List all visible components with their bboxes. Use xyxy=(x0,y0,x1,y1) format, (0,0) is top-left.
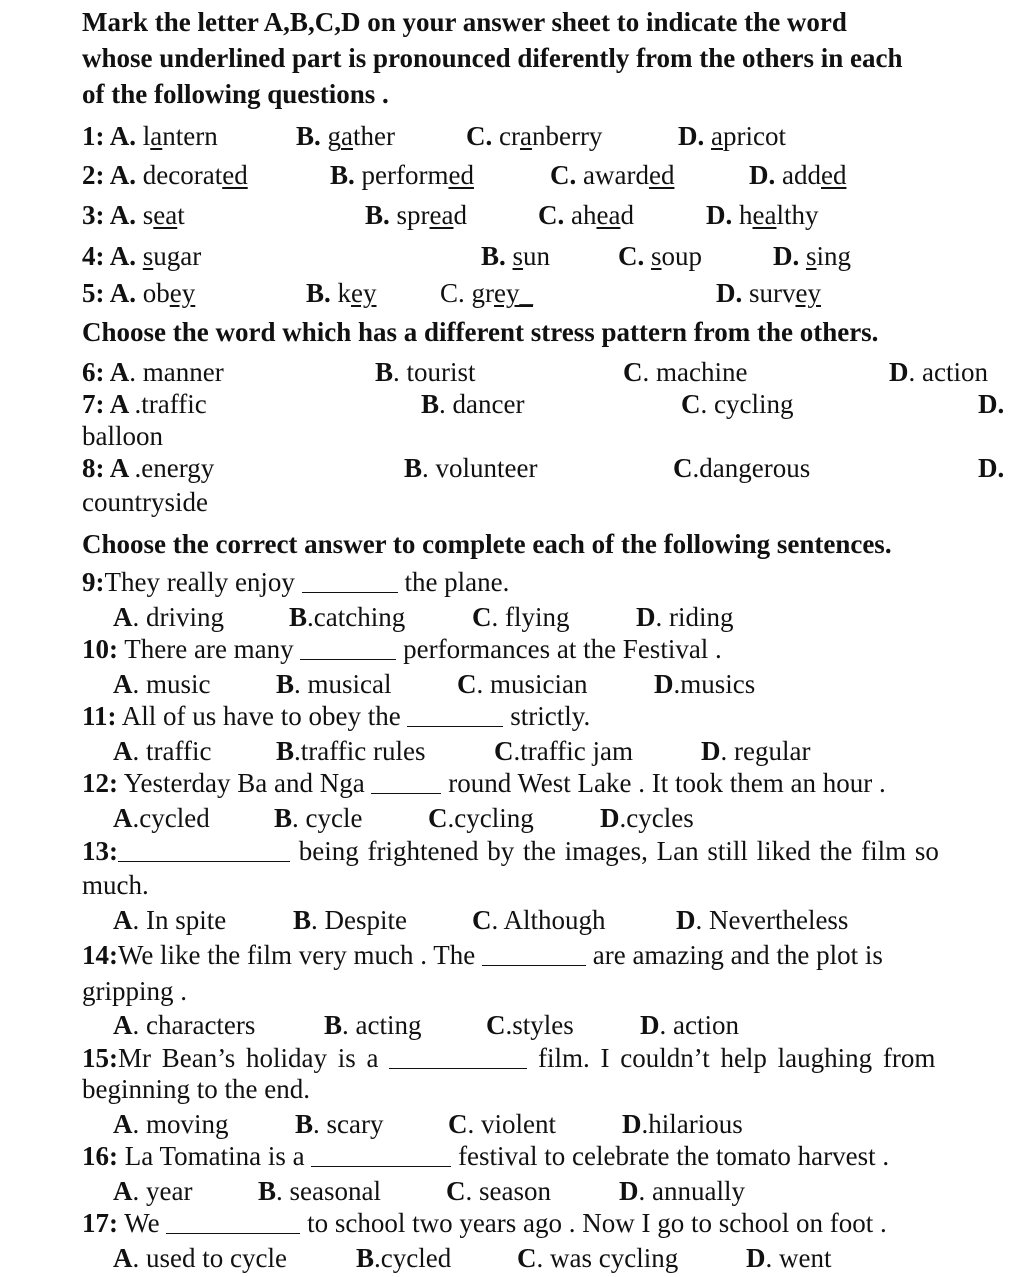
q13-option-d: D. Nevertheless xyxy=(676,905,849,935)
q16-option-c: C. season xyxy=(446,1176,551,1206)
q5-option-d: D. survey xyxy=(716,278,821,308)
q8-option-d-text: countryside xyxy=(82,487,208,517)
q14-option-a: A. characters xyxy=(113,1010,256,1040)
q17-option-d: D. went xyxy=(746,1243,832,1273)
answer-blank xyxy=(389,1068,527,1069)
q5-option-c: C. grey_ xyxy=(440,278,533,308)
q8-option-c: C.dangerous xyxy=(673,453,811,483)
q15-option-a: A. moving xyxy=(113,1109,229,1139)
q11-option-c: C.traffic jam xyxy=(494,736,633,766)
q2-option-a: 2: A. decorated xyxy=(82,160,248,190)
q15-option-c: C. violent xyxy=(448,1109,556,1139)
answer-blank xyxy=(166,1233,300,1234)
answer-blank xyxy=(302,592,398,593)
q15-stem-line-1: 15:Mr Bean’s holiday is a film. I couldn’t help laughing from xyxy=(82,1043,936,1073)
q11-stem: 11: All of us have to obey the strictly. xyxy=(82,701,591,731)
q13-option-a: A. In spite xyxy=(113,905,227,935)
q16-option-a: A. year xyxy=(113,1176,193,1206)
section-3-heading: Choose the correct answer to complete each of the following sentences. xyxy=(82,529,892,559)
instruction-line-3: of the following questions . xyxy=(82,79,389,109)
q8-option-a: 8: A .energy xyxy=(82,453,215,483)
q7-option-a: 7: A .traffic xyxy=(82,389,207,419)
q7-option-b: B. dancer xyxy=(421,389,525,419)
instruction-line-1: Mark the letter A,B,C,D on your answer sheet to indicate the word xyxy=(82,7,847,37)
q17-option-c: C. was cycling xyxy=(517,1243,679,1273)
q6-option-d: D. action xyxy=(889,357,988,387)
q3-option-a: 3: A. seat xyxy=(82,200,185,230)
q16-option-b: B. seasonal xyxy=(258,1176,381,1206)
q1-option-b: B. gather xyxy=(296,121,395,151)
q9-option-d: D. riding xyxy=(636,602,734,632)
q12-stem: 12: Yesterday Ba and Nga round West Lake . It took them an hour . xyxy=(82,768,886,798)
q13-option-c: C. Although xyxy=(472,905,606,935)
q4-option-d: D. sing xyxy=(773,241,852,271)
q14-option-b: B. acting xyxy=(324,1010,422,1040)
q4-option-a: 4: A. sugar xyxy=(82,241,202,271)
q17-stem: 17: We to school two years ago . Now I go to school on foot . xyxy=(82,1208,887,1238)
q16-stem: 16: La Tomatina is a festival to celebrate the tomato harvest . xyxy=(82,1141,890,1171)
q14-option-d: D. action xyxy=(640,1010,739,1040)
q15-option-b: B. scary xyxy=(295,1109,384,1139)
q17-option-a: A. used to cycle xyxy=(113,1243,287,1273)
q12-option-a: A.cycled xyxy=(113,803,210,833)
q1-option-a: 1: A. lantern xyxy=(82,121,218,151)
q10-stem: 10: There are many performances at the Festival . xyxy=(82,634,722,664)
q7-option-d-letter: D. xyxy=(978,389,1005,419)
q9-stem: 9:They really enjoy the plane. xyxy=(82,567,510,597)
q13-stem-line-1: 13: being frightened by the images, Lan still liked the film so xyxy=(82,836,939,866)
q11-option-b: B.traffic rules xyxy=(276,736,426,766)
q9-option-b: B.catching xyxy=(289,602,406,632)
q6-option-c: C. machine xyxy=(623,357,748,387)
q10-option-c: C. musician xyxy=(457,669,588,699)
q2-option-b: B. performed xyxy=(330,160,474,190)
answer-blank xyxy=(300,659,396,660)
q10-option-b: B. musical xyxy=(276,669,392,699)
q3-option-c: C. ahead xyxy=(538,200,634,230)
q14-stem-line-2: gripping . xyxy=(82,976,187,1006)
q8-option-b: B. volunteer xyxy=(404,453,538,483)
q11-option-d: D. regular xyxy=(701,736,811,766)
q7-option-c: C. cycling xyxy=(681,389,794,419)
q12-option-b: B. cycle xyxy=(274,803,363,833)
q12-option-d: D.cycles xyxy=(600,803,694,833)
answer-blank xyxy=(311,1166,451,1167)
q16-option-d: D. annually xyxy=(619,1176,745,1206)
answer-blank xyxy=(118,861,290,862)
q1-option-c: C. cranberry xyxy=(466,121,603,151)
q14-option-c: C.styles xyxy=(486,1010,574,1040)
q1-option-d: D. apricot xyxy=(678,121,786,151)
q9-option-a: A. driving xyxy=(113,602,224,632)
q5-option-a: 5: A. obey xyxy=(82,278,196,308)
q10-option-a: A. music xyxy=(113,669,211,699)
answer-blank xyxy=(371,793,441,794)
section-2-heading: Choose the word which has a different stress pattern from the others. xyxy=(82,317,879,347)
q6-option-a: 6: A. manner xyxy=(82,357,224,387)
q15-option-d: D.hilarious xyxy=(622,1109,743,1139)
q3-option-d: D. healthy xyxy=(706,200,819,230)
q11-option-a: A. traffic xyxy=(113,736,212,766)
q3-option-b: B. spread xyxy=(365,200,467,230)
q5-option-b: B. key xyxy=(306,278,377,308)
answer-blank xyxy=(407,726,503,727)
q14-stem-line-1: 14:We like the film very much . The are amazing and the plot is xyxy=(82,940,883,970)
q6-option-b: B. tourist xyxy=(375,357,476,387)
q9-option-c: C. flying xyxy=(472,602,570,632)
q8-option-d-letter: D. xyxy=(978,453,1005,483)
q7-option-d-text: balloon xyxy=(82,421,163,451)
instruction-line-2: whose underlined part is pronounced diferently from the others in each xyxy=(82,43,903,73)
q12-option-c: C.cycling xyxy=(428,803,534,833)
q2-option-d: D. added xyxy=(749,160,847,190)
q2-option-c: C. awarded xyxy=(550,160,675,190)
q4-option-c: C. soup xyxy=(618,241,703,271)
answer-blank xyxy=(482,965,586,966)
q4-option-b: B. sun xyxy=(481,241,551,271)
q13-option-b: B. Despite xyxy=(293,905,407,935)
q10-option-d: D.musics xyxy=(654,669,756,699)
q13-stem-line-2: much. xyxy=(82,870,149,900)
q17-option-b: B.cycled xyxy=(356,1243,452,1273)
q15-stem-line-2: beginning to the end. xyxy=(82,1074,310,1104)
